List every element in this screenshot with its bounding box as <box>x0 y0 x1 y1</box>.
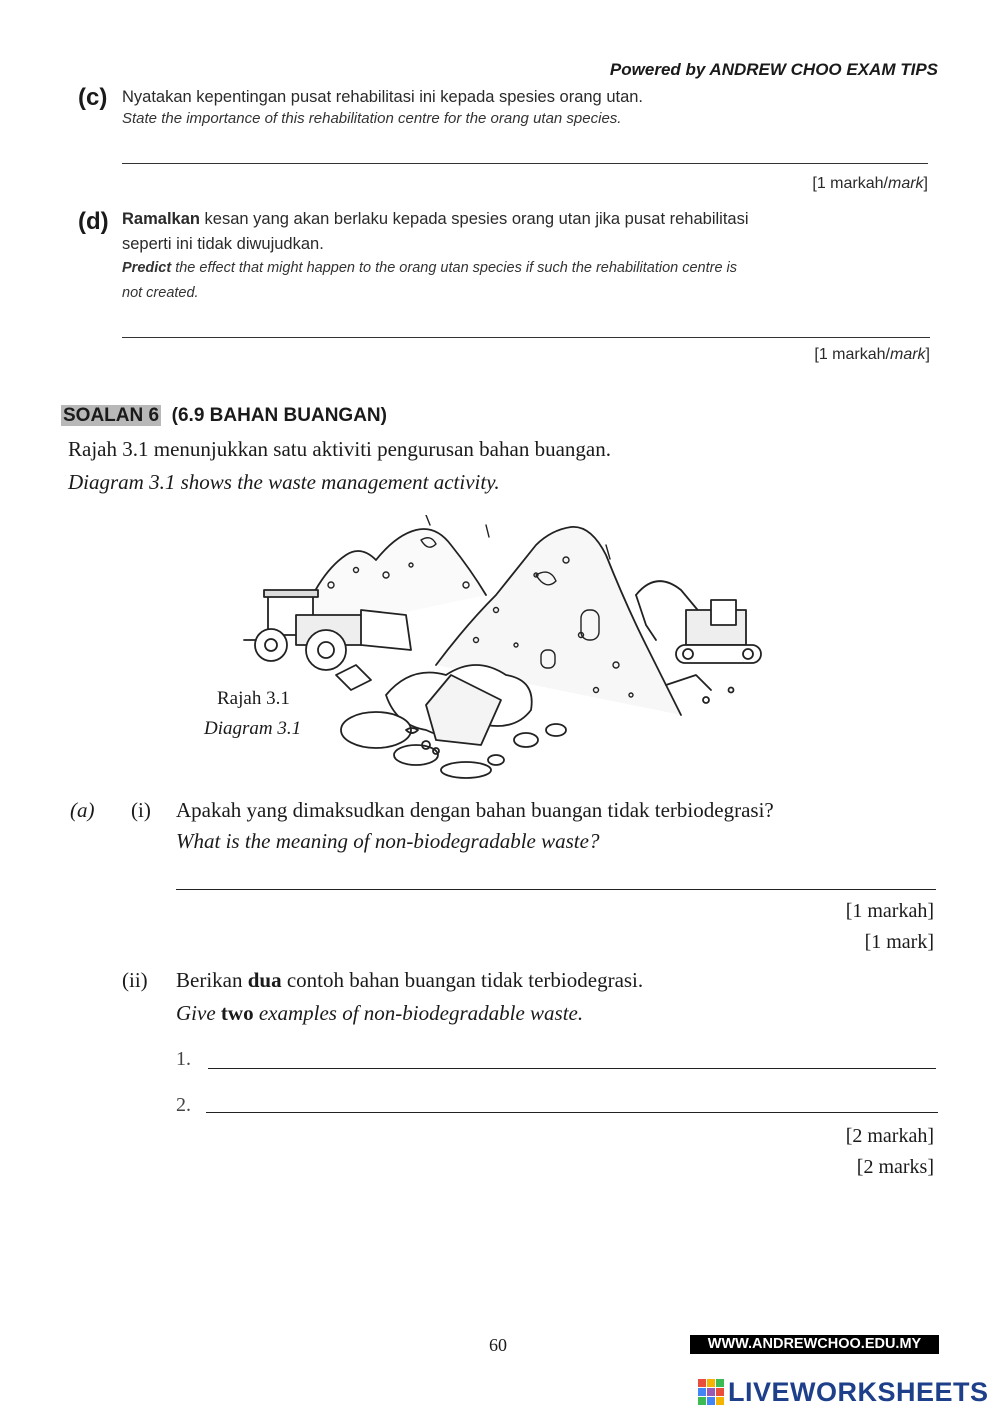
question-a-ii-english <box>176 1001 583 1026</box>
question-a-i-label: (i) <box>131 798 151 822</box>
question-a-ii-malay <box>176 968 643 993</box>
intro-english: Diagram 3.1 shows the waste management activity. <box>68 470 500 494</box>
question-a-i-english: What is the meaning of non-biodegradable waste? <box>176 829 600 853</box>
website-banner[interactable]: WWW.ANDREWCHOO.EDU.MY <box>690 1335 939 1354</box>
answer-line-2[interactable] <box>206 1112 938 1113</box>
question-a-ii-malay-post: contoh bahan buangan tidak terbiodegrasi. <box>281 968 644 992</box>
question-d-english-text: the effect that might happen to the orang utan species if such the rehabilitation centre is <box>171 260 738 276</box>
liveworksheets-logo[interactable] <box>697 1377 989 1407</box>
question-d-malay-keyword: Ramalkan <box>122 210 200 228</box>
liveworksheets-grid-icon <box>697 1378 725 1406</box>
mark-c-prefix: [1 markah/ <box>812 175 888 192</box>
waste-landfill-illustration <box>236 515 776 790</box>
question-c-label: (c) <box>78 84 108 111</box>
mark-c-suffix: mark <box>887 175 924 192</box>
section-title-topic: (6.9 BAHAN BUANGAN) <box>171 405 387 426</box>
question-d-malay-line1 <box>122 210 749 229</box>
mark-c <box>812 175 928 193</box>
question-d-malay-line2: seperti ini tidak diwujudkan. <box>122 235 324 253</box>
answer-2-label: 2. <box>176 1094 191 1116</box>
question-a-ii-english-pre: Give <box>176 1001 221 1025</box>
mark-a-ii-malay <box>846 1125 934 1148</box>
question-a-label: (a) <box>70 798 95 822</box>
mark-c-close: ] <box>923 175 928 192</box>
answer-line-d[interactable] <box>122 337 930 338</box>
question-a-ii-label: (ii) <box>122 968 148 992</box>
mark-a-ii-english <box>857 1156 934 1179</box>
question-d-english-line2: not created. <box>122 285 199 301</box>
answer-line-c[interactable] <box>122 163 928 164</box>
question-a-ii-malay-pre: Berikan <box>176 968 248 992</box>
excavator <box>636 581 761 663</box>
question-a-ii-english-post: examples of non-biodegradable waste. <box>253 1001 584 1025</box>
question-a-ii-english-bold: two <box>220 1001 254 1025</box>
answer-line-a-i[interactable] <box>176 889 936 890</box>
diagram-caption-malay: Rajah 3.1 <box>217 688 290 709</box>
page-number: 60 <box>489 1335 507 1355</box>
liveworksheets-brand: LIVEWORKSHEETS <box>728 1376 989 1407</box>
question-d-english-keyword: Predict <box>122 260 172 276</box>
question-a-i-malay: Apakah yang dimaksudkan dengan bahan buangan tidak terbiodegrasi? <box>176 798 774 822</box>
mark-a-i-malay-text: [1 markah] <box>845 900 934 922</box>
mark-a-ii-english-text: [2 marks] <box>856 1156 934 1178</box>
question-d-label: (d) <box>78 208 109 235</box>
mark-a-i-english <box>865 931 934 954</box>
mark-d-suffix: mark <box>889 346 926 363</box>
question-a-ii-malay-bold: dua <box>247 968 282 992</box>
question-c-malay: Nyatakan kepentingan pusat rehabilitasi ini kepada spesies orang utan. <box>122 88 644 106</box>
intro-malay: Rajah 3.1 menunjukkan satu aktiviti pengurusan bahan buangan. <box>68 437 611 461</box>
mark-d <box>814 346 930 364</box>
mark-d-close: ] <box>925 346 930 363</box>
powered-by-header: Powered by ANDREW CHOO EXAM TIPS <box>609 60 938 79</box>
mark-a-ii-malay-text: [2 markah] <box>845 1125 934 1147</box>
question-d-malay-text: kesan yang akan berlaku kepada spesies orang utan jika pusat rehabilitasi <box>199 210 749 228</box>
question-c-english: State the importance of this rehabilitation centre for the orang utan species. <box>122 110 622 127</box>
answer-line-1[interactable] <box>208 1068 936 1069</box>
mark-d-prefix: [1 markah/ <box>814 346 890 363</box>
mark-a-i-malay <box>846 900 934 923</box>
diagram-caption-english: Diagram 3.1 <box>204 718 302 739</box>
answer-1-label: 1. <box>176 1048 191 1070</box>
section-title <box>61 405 387 427</box>
question-d-english-line1 <box>122 260 737 276</box>
section-title-highlight: SOALAN 6 <box>63 405 160 426</box>
mark-a-i-english-text: [1 mark] <box>864 931 934 953</box>
